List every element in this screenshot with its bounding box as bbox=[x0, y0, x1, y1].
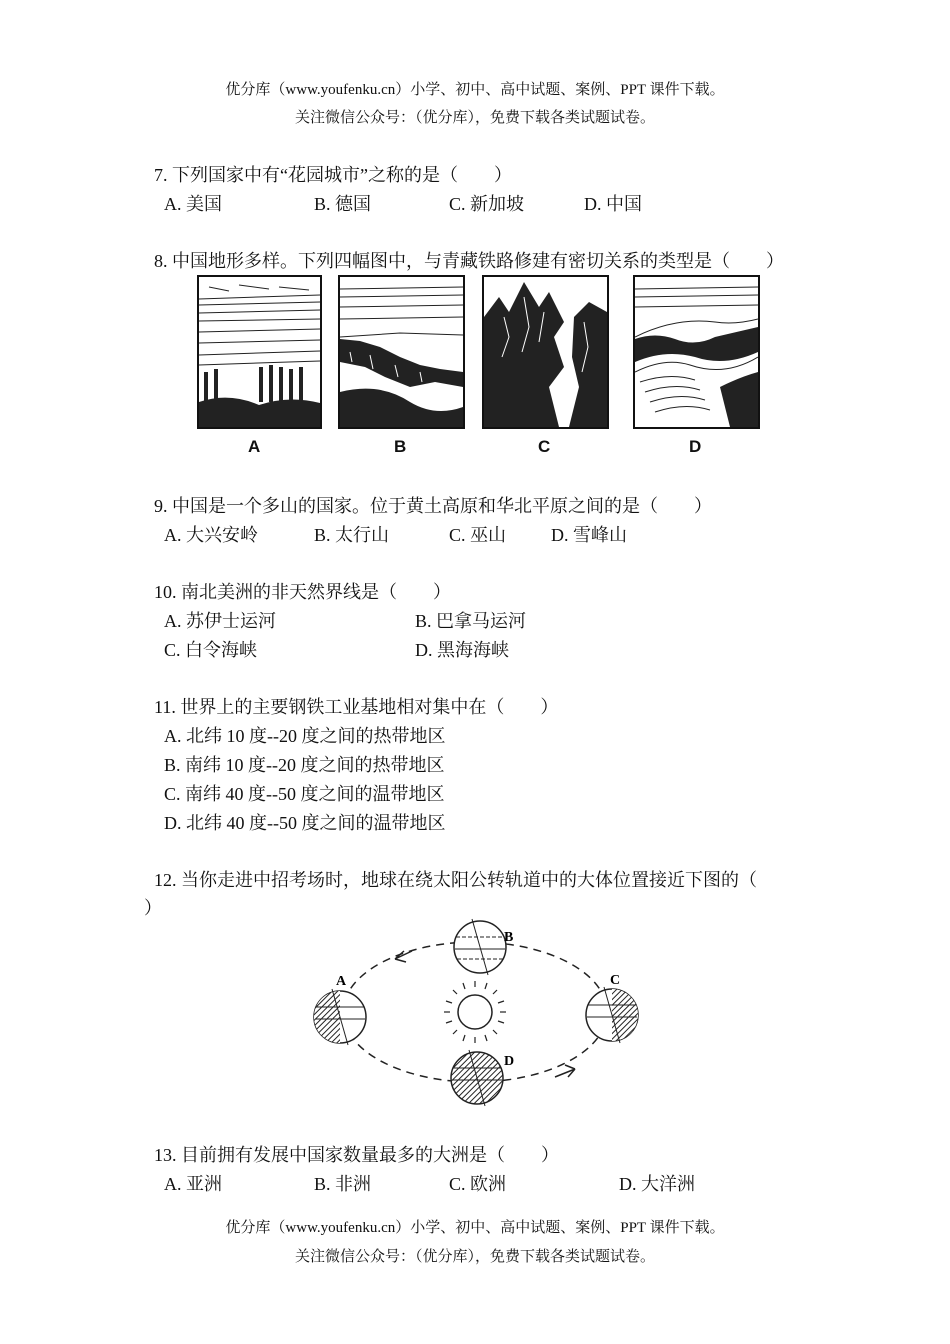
question-8-stem: 8. 中国地形多样。下列四幅图中，与青藏铁路修建有密切关系的类型是（ ） bbox=[154, 251, 784, 271]
footer-line-1: 优分库（www.youfenku.cn）小学、初中、高中试题、案例、PPT 课件下载。 bbox=[225, 1220, 725, 1236]
footer-line-2: 关注微信公众号：（优分库），免费下载各类试题试卷。 bbox=[294, 1249, 655, 1265]
orbit-arrow-top bbox=[395, 951, 412, 962]
picture-label-d: D bbox=[689, 437, 702, 456]
landform-picture-c bbox=[482, 275, 609, 429]
question-7-stem: 7. 下列国家中有“花园城市”之称的是（ ） bbox=[154, 165, 512, 185]
q9-option-c: C. 巫山 bbox=[449, 525, 507, 545]
q7-option-b: B. 德国 bbox=[314, 194, 372, 214]
q13-option-c: C. 欧洲 bbox=[449, 1174, 507, 1194]
landform-picture-b bbox=[338, 275, 465, 429]
q10-option-b: B. 巴拿马运河 bbox=[415, 611, 527, 631]
sun-icon bbox=[444, 981, 506, 1043]
question-11-stem: 11. 世界上的主要钢铁工业基地相对集中在（ ） bbox=[154, 697, 559, 717]
question-9-stem: 9. 中国是一个多山的国家。位于黄土高原和华北平原之间的是（ ） bbox=[154, 496, 712, 516]
earth-position-b bbox=[454, 919, 506, 975]
q10-option-c: C. 白令海峡 bbox=[164, 640, 258, 660]
q9-option-b: B. 太行山 bbox=[314, 525, 390, 545]
earth-position-c bbox=[586, 987, 638, 1043]
q11-option-c: C. 南纬 40 度--50 度之间的温带地区 bbox=[164, 784, 445, 804]
q13-option-a: A. 亚洲 bbox=[164, 1174, 222, 1194]
earth-position-d bbox=[451, 1050, 503, 1106]
question-13-stem: 13. 目前拥有发展中国家数量最多的大洲是（ ） bbox=[154, 1145, 559, 1165]
picture-label-c: C bbox=[538, 437, 551, 456]
orbit-label-c: C bbox=[610, 973, 621, 988]
q11-option-b: B. 南纬 10 度--20 度之间的热带地区 bbox=[164, 755, 445, 775]
landform-picture-d bbox=[633, 275, 760, 429]
earth-position-a bbox=[314, 989, 366, 1045]
q10-option-d: D. 黑海海峡 bbox=[415, 640, 509, 660]
q7-option-d: D. 中国 bbox=[584, 194, 642, 214]
earth-orbit-diagram bbox=[300, 915, 650, 1110]
header-line-2: 关注微信公众号：（优分库），免费下载各类试题试卷。 bbox=[294, 110, 655, 126]
q11-option-d: D. 北纬 40 度--50 度之间的温带地区 bbox=[164, 813, 446, 833]
q13-option-d: D. 大洋洲 bbox=[619, 1174, 695, 1194]
orbit-label-b: B bbox=[504, 930, 514, 945]
landform-picture-a bbox=[197, 275, 322, 429]
q9-option-d: D. 雪峰山 bbox=[551, 525, 627, 545]
question-12-stem-tail: ） bbox=[144, 898, 162, 918]
q13-option-b: B. 非洲 bbox=[314, 1174, 372, 1194]
orbit-label-a: A bbox=[336, 974, 347, 989]
q11-option-a: A. 北纬 10 度--20 度之间的热带地区 bbox=[164, 726, 446, 746]
q10-option-a: A. 苏伊士运河 bbox=[164, 611, 276, 631]
question-12-stem: 12. 当你走进中招考场时，地球在绕太阳公转轨道中的大体位置接近下图的（ bbox=[154, 870, 757, 890]
orbit-label-d: D bbox=[504, 1054, 515, 1069]
question-10-stem: 10. 南北美洲的非天然界线是（ ） bbox=[154, 582, 451, 602]
q7-option-a: A. 美国 bbox=[164, 194, 222, 214]
q9-option-a: A. 大兴安岭 bbox=[164, 525, 258, 545]
header-line-1: 优分库（www.youfenku.cn）小学、初中、高中试题、案例、PPT 课件下载。 bbox=[225, 82, 725, 98]
picture-label-a: A bbox=[248, 437, 261, 456]
q7-option-c: C. 新加坡 bbox=[449, 194, 525, 214]
picture-label-b: B bbox=[394, 437, 407, 456]
